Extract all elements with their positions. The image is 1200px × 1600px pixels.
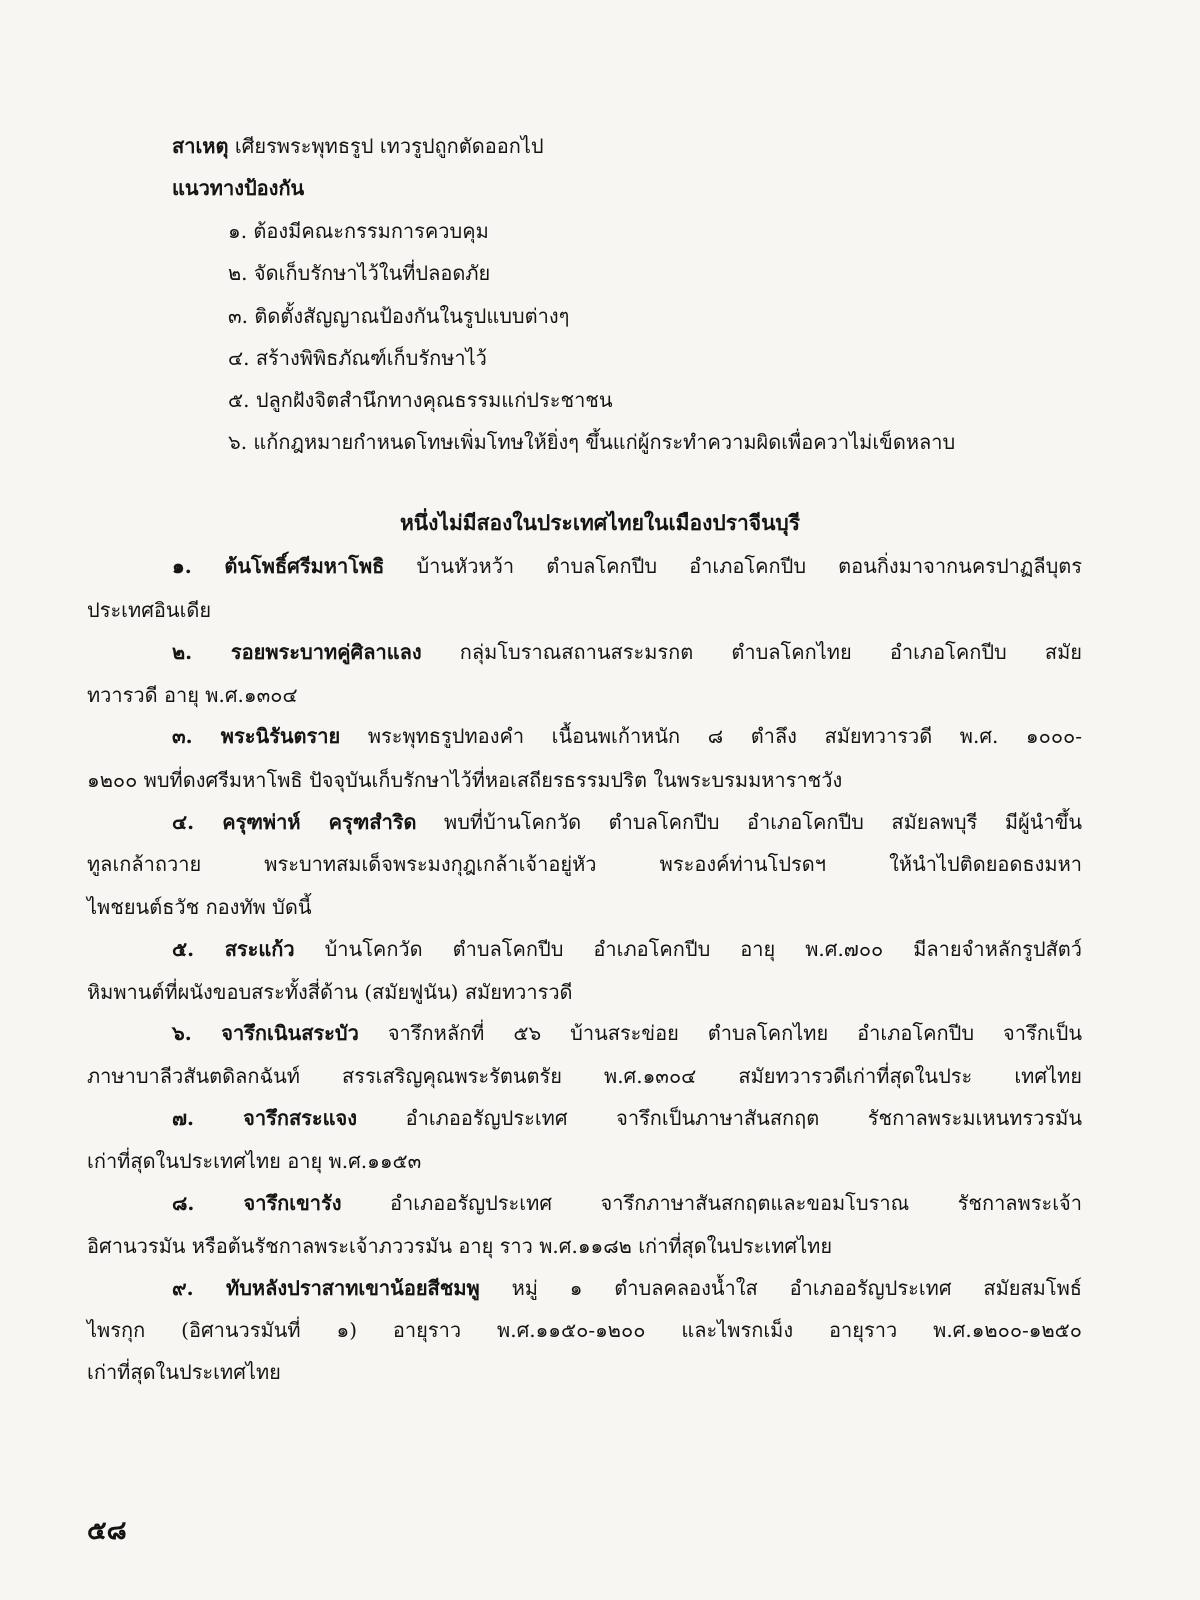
- entry-7-line-2: เก่าที่สุดในประเทศไทย อายุ พ.ศ.๑๑๕๓: [87, 1149, 422, 1173]
- entry-9-text: หมู่ ๑ ตำบลคลองน้ำใส อำเภออรัญประเทศ สมัยสมโพธ์: [511, 1276, 1083, 1300]
- prevention-item: ๑. ต้องมีคณะกรรมการควบคุม: [228, 219, 489, 243]
- entry-6-line-1: [172, 1019, 1082, 1047]
- entry-1-line-1: [172, 552, 1082, 580]
- entry-8-text: อำเภออรัญประเทศ จารึกภาษาสันสกฤตและขอมโบราณ รัชกาลพระเจ้า: [390, 1191, 1083, 1215]
- entry-4-text: พบที่บ้านโคกวัด ตำบลโคกปีบ อำเภอโคกปีบ สมัยลพบุรี มีผู้นำขึ้น: [444, 810, 1082, 834]
- entry-8-line-1: [172, 1189, 1082, 1217]
- entry-2-line-1: [172, 638, 1082, 666]
- entry-1-label: ๑. ต้นโพธิ์ศรีมหาโพธิ: [172, 554, 385, 578]
- entry-9-line-2: ไพรกุก (อิศานวรมันที่ ๑) อายุราว พ.ศ.๑๑๕๐-๑๒๐๐ และไพรกเม็ง อายุราว พ.ศ.๑๒๐๐-๑๒๕๐: [87, 1318, 1082, 1342]
- entry-7-line-1: [172, 1104, 1082, 1132]
- entry-5-text: บ้านโคกวัด ตำบลโคกปีบ อำเภอโคกปีบ อายุ พ.ศ.๗๐๐ มีลายจำหลักรูปสัตว์: [324, 937, 1082, 961]
- entry-1-line-2: ประเทศอินเดีย: [87, 598, 212, 622]
- entry-6-line-2: ภาษาบาลีวสันตดิลกฉันท์ สรรเสริญคุณพระรัตนตรัย พ.ศ.๑๓๐๔ สมัยทวารวดีเก่าที่สุดในประ เทศไทย: [87, 1064, 1082, 1088]
- prevention-heading: แนวทางป้องกัน: [172, 176, 305, 200]
- entry-3-text: พระพุทธรูปทองคำ เนื้อนพเก้าหนัก ๘ ตำลึง สมัยทวารวดี พ.ศ. ๑๐๐๐-: [367, 724, 1083, 748]
- entry-5-line-1: [172, 935, 1082, 963]
- page-number: ๕๘: [87, 1516, 127, 1546]
- entry-7-text: อำเภออรัญประเทศ จารึกเป็นภาษาสันสกฤต รัชกาลพระมเหนทรวรมัน: [405, 1106, 1082, 1130]
- prevention-item: ๖. แก้กฎหมายกำหนดโทษเพิ่มโทษให้ยิ่งๆ ขึ้นแก่ผู้กระทำความผิดเพื่อควาไม่เข็ดหลาบ: [228, 430, 956, 454]
- entry-4-line-1: [172, 808, 1082, 836]
- entry-6-label: ๖. จารึกเนินสระบัว: [172, 1021, 359, 1045]
- entry-4-line-3: ไพชยนต์ธวัช กองทัพ บัดนี้: [87, 895, 312, 919]
- entry-3-line-1: [172, 722, 1082, 750]
- entry-3-label: ๓. พระนิรันตราย: [172, 724, 341, 748]
- entry-9-line-1: [172, 1274, 1082, 1302]
- entry-4-label: ๔. ครุฑพ่าห์ ครุฑสำริด: [172, 810, 417, 834]
- cause-line: [172, 132, 544, 160]
- entry-9-line-3: เก่าที่สุดในประเทศไทย: [87, 1360, 281, 1384]
- cause-text: เศียรพระพุทธรูป เทวรูปถูกตัดออกไป: [234, 134, 544, 158]
- prevention-item: ๔. สร้างพิพิธภัณฑ์เก็บรักษาไว้: [228, 346, 487, 370]
- entry-5-label: ๕. สระแก้ว: [172, 937, 295, 961]
- entry-6-text: จารึกหลักที่ ๕๖ บ้านสระข่อย ตำบลโคกไทย อำเภอโคกปีบ จารึกเป็น: [387, 1021, 1083, 1045]
- cause-label: สาเหตุ: [172, 134, 229, 158]
- entry-4-line-2: ทูลเกล้าถวาย พระบาทสมเด็จพระมงกุฎเกล้าเจ้าอยู่หัว พระองค์ท่านโปรดฯ ให้นำไปติดยอดธงมหา: [87, 852, 1082, 876]
- entry-2-text: กลุ่มโบราณสถานสระมรกต ตำบลโคกไทย อำเภอโคกปีบ สมัย: [459, 640, 1082, 664]
- entry-2-line-2: ทวารวดี อายุ พ.ศ.๑๓๐๔: [87, 683, 298, 707]
- entry-5-line-2: หิมพานต์ที่ผนังขอบสระทั้งสี่ด้าน (สมัยฟูนัน) สมัยทวารวดี: [87, 980, 573, 1004]
- entry-8-label: ๘. จารึกเขารัง: [172, 1191, 342, 1215]
- prevention-item: ๕. ปลูกฝังจิตสำนึกทางคุณธรรมแก่ประชาชน: [228, 388, 613, 412]
- section-title: หนึ่งไม่มีสองในประเทศไทยในเมืองปราจีนบุรี: [399, 510, 801, 535]
- entry-8-line-2: อิศานวรมัน หรือต้นรัชกาลพระเจ้าภววรมัน อายุ ราว พ.ศ.๑๑๘๒ เก่าที่สุดในประเทศไทย: [87, 1234, 833, 1258]
- prevention-item: ๓. ติดตั้งสัญญาณป้องกันในรูปแบบต่างๆ: [228, 304, 570, 328]
- entry-1-text: บ้านหัวหว้า ตำบลโคกปีบ อำเภอโคกปีบ ตอนกิ่งมาจากนครปาฏลีบุตร: [416, 554, 1082, 578]
- entry-3-line-2: ๑๒๐๐ พบที่ดงศรีมหาโพธิ ปัจจุบันเก็บรักษาไว้ที่หอเสถียรธรรมปริต ในพระบรมมหาราชวัง: [87, 768, 843, 792]
- prevention-item: ๒. จัดเก็บรักษาไว้ในที่ปลอดภัย: [228, 261, 491, 285]
- entry-7-label: ๗. จารึกสระแจง: [172, 1106, 358, 1130]
- entry-9-label: ๙. ทับหลังปราสาทเขาน้อยสีชมพู: [172, 1276, 480, 1300]
- entry-2-label: ๒. รอยพระบาทคู่ศิลาแลง: [172, 640, 422, 664]
